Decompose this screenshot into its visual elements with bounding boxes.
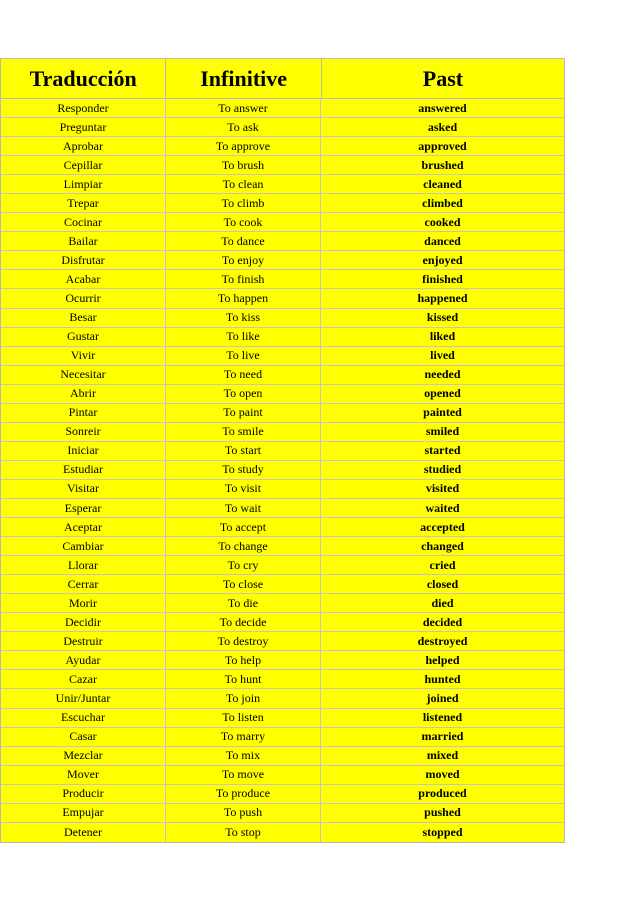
spanish-cell: Limpiar: [1, 175, 166, 193]
spanish-cell: Llorar: [1, 556, 166, 574]
past-cell: liked: [429, 329, 456, 344]
past-cell: cried: [429, 557, 456, 572]
spanish-cell: Bailar: [1, 232, 166, 250]
infinitive-cell: To produce: [166, 785, 321, 803]
infinitive-cell: To join: [166, 689, 321, 707]
table-row: [1, 651, 564, 670]
spanish-cell: Abrir: [1, 385, 166, 403]
past-cell: cleaned: [423, 176, 462, 191]
spanish-cell: Besar: [1, 309, 166, 327]
spanish-cell: Necesitar: [1, 366, 166, 384]
table-row: [1, 289, 564, 308]
past-cell: visited: [425, 481, 460, 496]
infinitive-cell: To die: [166, 594, 321, 612]
spanish-cell: Cambiar: [1, 537, 166, 555]
infinitive-cell: To accept: [166, 518, 321, 536]
infinitive-cell: To enjoy: [166, 251, 321, 269]
past-cell: enjoyed: [422, 252, 463, 267]
infinitive-cell: To listen: [166, 709, 321, 727]
past-cell: died: [431, 595, 454, 610]
infinitive-cell: To dance: [166, 232, 321, 250]
spanish-cell: Iniciar: [1, 442, 166, 460]
spanish-cell: Morir: [1, 594, 166, 612]
infinitive-cell: To kiss: [166, 309, 321, 327]
table-row: [1, 442, 564, 461]
past-cell: hunted: [424, 671, 461, 686]
spanish-cell: Destruir: [1, 632, 166, 650]
table-row: [1, 99, 564, 118]
table-row: [1, 689, 564, 708]
infinitive-cell: To happen: [166, 289, 321, 307]
table-row: [1, 804, 564, 823]
table-row: [1, 499, 564, 518]
spanish-cell: Casar: [1, 728, 166, 746]
infinitive-cell: To stop: [166, 823, 321, 842]
past-cell: answered: [418, 100, 467, 115]
table-row: [1, 556, 564, 575]
past-cell: brushed: [421, 157, 464, 172]
infinitive-cell: To move: [166, 766, 321, 784]
past-cell: helped: [425, 652, 460, 667]
past-cell: pushed: [424, 805, 461, 820]
spanish-cell: Pintar: [1, 404, 166, 422]
table-row: [1, 632, 564, 651]
past-cell: lived: [430, 348, 455, 363]
table-row: [1, 575, 564, 594]
spanish-cell: Aceptar: [1, 518, 166, 536]
past-cell: painted: [423, 405, 462, 420]
past-cell: finished: [422, 271, 463, 286]
past-cell: moved: [425, 767, 460, 782]
past-cell: married: [421, 729, 464, 744]
infinitive-cell: To push: [166, 804, 321, 822]
past-cell: danced: [424, 233, 461, 248]
table-row: [1, 537, 564, 556]
infinitive-cell: To start: [166, 442, 321, 460]
table-row: [1, 137, 564, 156]
past-cell: closed: [426, 576, 459, 591]
spanish-cell: Ayudar: [1, 651, 166, 669]
past-cell: stopped: [422, 824, 463, 839]
spanish-cell: Empujar: [1, 804, 166, 822]
infinitive-cell: To cook: [166, 213, 321, 231]
table-row: [1, 728, 564, 747]
past-cell: asked: [427, 119, 458, 134]
infinitive-cell: To marry: [166, 728, 321, 746]
infinitive-cell: To paint: [166, 404, 321, 422]
infinitive-cell: To decide: [166, 613, 321, 631]
spanish-cell: Cepillar: [1, 156, 166, 174]
spanish-cell: Vivir: [1, 347, 166, 365]
infinitive-cell: To close: [166, 575, 321, 593]
past-cell: climbed: [422, 195, 463, 210]
past-cell: started: [424, 443, 461, 458]
table-row: [1, 118, 564, 137]
table-row: [1, 480, 564, 499]
table-row: [1, 347, 564, 366]
table-row: [1, 747, 564, 766]
spanish-cell: Estudiar: [1, 461, 166, 479]
spanish-cell: Mezclar: [1, 747, 166, 765]
infinitive-cell: To climb: [166, 194, 321, 212]
past-cell: cooked: [424, 214, 461, 229]
past-cell: accepted: [420, 519, 465, 534]
past-cell: needed: [424, 367, 461, 382]
spanish-cell: Producir: [1, 785, 166, 803]
infinitive-cell: To clean: [166, 175, 321, 193]
infinitive-cell: To help: [166, 651, 321, 669]
infinitive-cell: To mix: [166, 747, 321, 765]
spanish-cell: Visitar: [1, 480, 166, 498]
infinitive-cell: To visit: [166, 480, 321, 498]
spanish-cell: Acabar: [1, 270, 166, 288]
infinitive-cell: To ask: [166, 118, 321, 136]
past-cell: listened: [422, 710, 463, 725]
past-cell: decided: [422, 614, 463, 629]
spanish-cell: Escuchar: [1, 709, 166, 727]
past-cell: mixed: [426, 748, 459, 763]
table-row: [1, 785, 564, 804]
spanish-cell: Mover: [1, 766, 166, 784]
infinitive-cell: To cry: [166, 556, 321, 574]
table-row: [1, 156, 564, 175]
infinitive-cell: To destroy: [166, 632, 321, 650]
table-row: [1, 251, 564, 270]
infinitive-cell: To like: [166, 328, 321, 346]
past-cell: waited: [425, 500, 460, 515]
table-row: [1, 709, 564, 728]
table-row: [1, 175, 564, 194]
header-past: Past: [422, 65, 464, 91]
past-cell: produced: [418, 786, 467, 801]
past-cell: approved: [418, 138, 467, 153]
infinitive-cell: To brush: [166, 156, 321, 174]
table-body: [1, 99, 564, 842]
spanish-cell: Sonreir: [1, 423, 166, 441]
infinitive-cell: To live: [166, 347, 321, 365]
table-row: [1, 309, 564, 328]
header-traduccion: Traducción: [1, 59, 166, 98]
spanish-cell: Cocinar: [1, 213, 166, 231]
past-cell: opened: [424, 386, 461, 401]
table-row: [1, 213, 564, 232]
table-row: [1, 766, 564, 785]
spanish-cell: Ocurrir: [1, 289, 166, 307]
spanish-cell: Disfrutar: [1, 251, 166, 269]
table-row: [1, 823, 564, 842]
table-row: [1, 366, 564, 385]
past-cell: studied: [423, 462, 462, 477]
infinitive-cell: To hunt: [166, 670, 321, 688]
verb-table: [0, 58, 565, 843]
table-row: [1, 670, 564, 689]
spanish-cell: Responder: [1, 99, 166, 117]
infinitive-cell: To change: [166, 537, 321, 555]
table-row: [1, 594, 564, 613]
table-header-row: [1, 59, 564, 99]
infinitive-cell: To wait: [166, 499, 321, 517]
spanish-cell: Trepar: [1, 194, 166, 212]
infinitive-cell: To need: [166, 366, 321, 384]
table-row: [1, 518, 564, 537]
past-cell: smiled: [425, 424, 460, 439]
spanish-cell: Unir/Juntar: [1, 689, 166, 707]
table-row: [1, 232, 564, 251]
header-infinitive: Infinitive: [166, 59, 321, 98]
spanish-cell: Decidir: [1, 613, 166, 631]
past-cell: kissed: [426, 310, 459, 325]
spanish-cell: Preguntar: [1, 118, 166, 136]
infinitive-cell: To approve: [166, 137, 321, 155]
spanish-cell: Esperar: [1, 499, 166, 517]
infinitive-cell: To answer: [166, 99, 321, 117]
table-row: [1, 194, 564, 213]
table-row: [1, 613, 564, 632]
spanish-cell: Cerrar: [1, 575, 166, 593]
infinitive-cell: To finish: [166, 270, 321, 288]
table-row: [1, 328, 564, 347]
table-row: [1, 270, 564, 289]
infinitive-cell: To smile: [166, 423, 321, 441]
past-cell: destroyed: [417, 633, 468, 648]
spanish-cell: Aprobar: [1, 137, 166, 155]
table-row: [1, 385, 564, 404]
spanish-cell: Gustar: [1, 328, 166, 346]
table-row: [1, 404, 564, 423]
table-row: [1, 423, 564, 442]
infinitive-cell: To open: [166, 385, 321, 403]
past-cell: happened: [417, 290, 468, 305]
past-cell: changed: [421, 538, 464, 553]
past-cell: joined: [426, 690, 459, 705]
infinitive-cell: To study: [166, 461, 321, 479]
spanish-cell: Detener: [1, 823, 166, 842]
spanish-cell: Cazar: [1, 670, 166, 688]
table-row: [1, 461, 564, 480]
